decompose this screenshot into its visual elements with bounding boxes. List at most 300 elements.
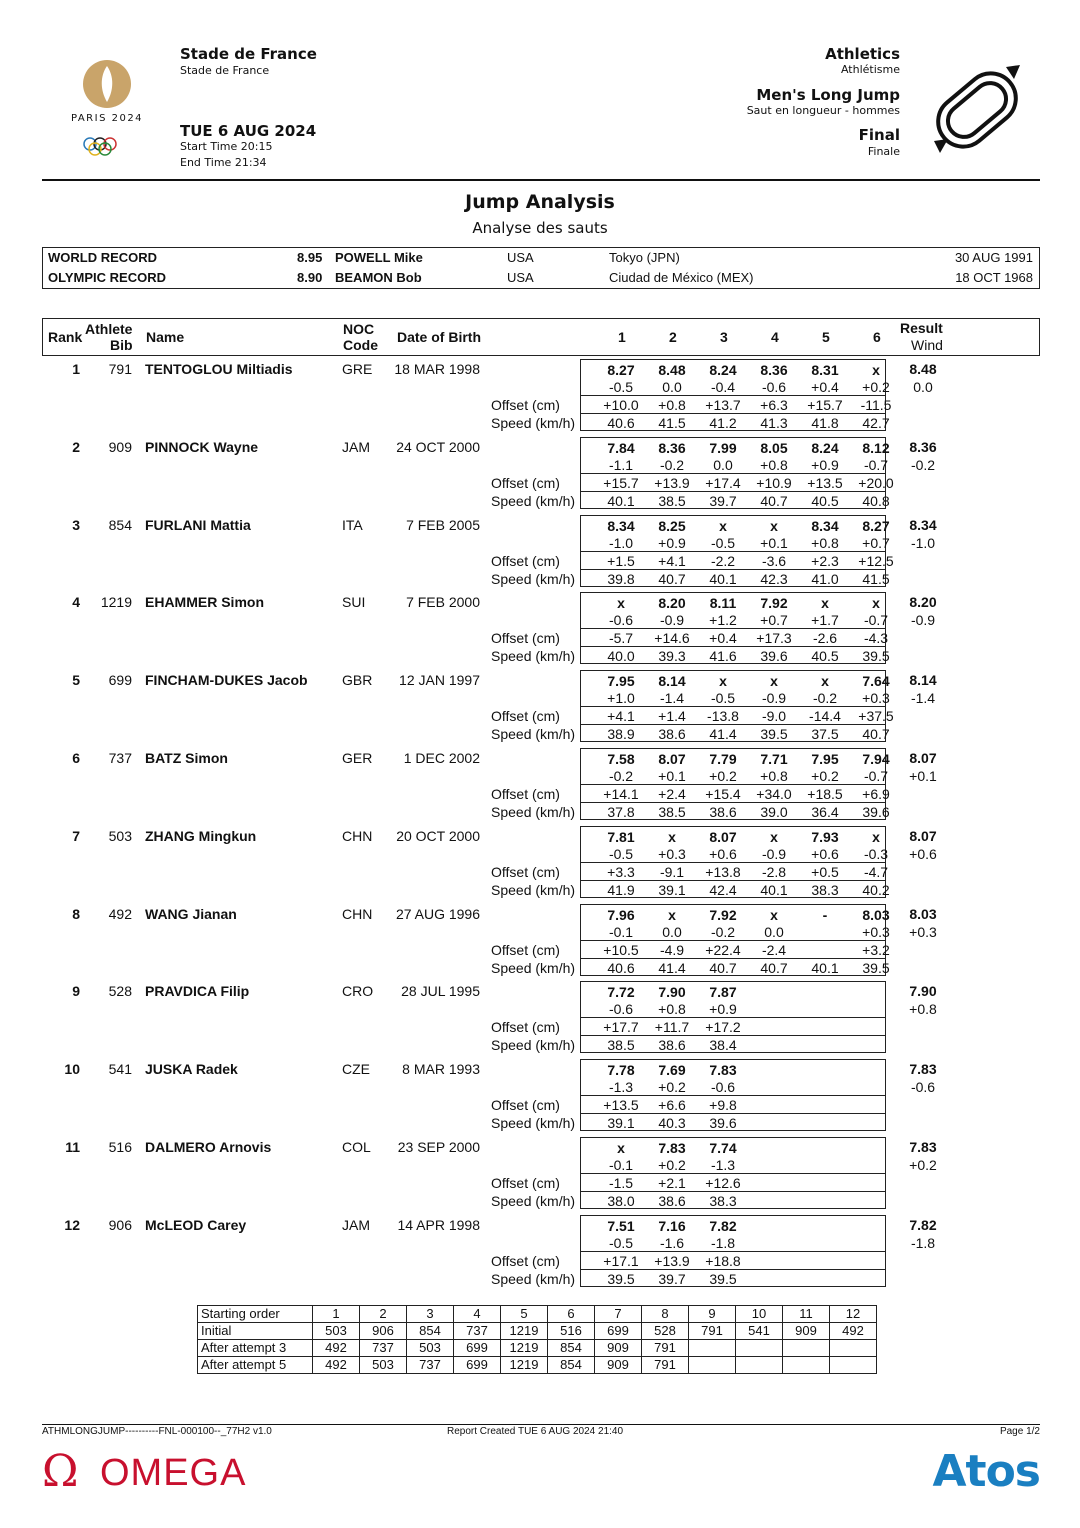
bib: 492 [108,905,132,922]
starting-order-row [198,1306,877,1323]
rank: 4 [72,594,80,611]
result: 8.07 [909,750,937,766]
rank: 10 [64,1061,80,1078]
jump-grid [580,826,890,898]
grid-divider [581,706,885,707]
grid-divider [581,473,885,474]
speed-label: Speed (km/h) [491,648,576,665]
offset-label: Offset (cm) [491,1097,560,1114]
attempt-wind: +0.9 [709,1001,737,1018]
attempt-offset: +18.5 [807,786,843,802]
col-rank: Rank [48,329,83,345]
attempt-offset: +10.9 [756,474,792,491]
attempt-speed: 41.3 [760,415,788,431]
grid-divider [581,1017,885,1018]
attempt-offset: +14.6 [654,630,690,647]
venue: Stade de France [180,45,317,63]
athlete-name: ZHANG Mingkun [145,827,257,844]
result-wind: -1.4 [910,690,936,707]
world-record-row [43,248,1039,268]
attempt-offset: +13.9 [654,1252,690,1269]
attempt-wind: -1.3 [608,1079,634,1096]
athlete-name: EHAMMER Simon [145,594,264,611]
attempt-speed: 36.4 [811,804,839,820]
attempt-mark: 8.36 [658,439,686,456]
attempt-offset: +17.7 [603,1019,639,1036]
starting-order-cell: 6 [548,1306,595,1323]
date-of-birth: 20 OCT 2000 [396,827,480,844]
attempt-offset: +18.8 [705,1252,741,1269]
result: 8.36 [909,438,937,455]
result-wind: +0.3 [909,923,937,940]
starting-order-table [197,1305,877,1374]
attempt-wind: -0.2 [608,768,634,784]
attempt-mark: 7.92 [709,906,737,923]
starting-order-cell: 8 [642,1306,689,1323]
attempt-wind: -0.6 [608,612,634,629]
col-code: Code [343,337,378,353]
record-date: 18 OCT 1968 [955,270,1033,285]
rank: 12 [64,1216,80,1233]
attempt-offset: +10.0 [603,397,639,413]
attempt-mark: 8.34 [607,517,635,534]
result-wind: +0.8 [909,1001,937,1018]
athletics-pictogram [922,55,1032,165]
attempt-wind: +0.7 [760,612,788,629]
attempt-speed: 42.7 [862,415,890,431]
starting-order-row [198,1323,877,1340]
attempt-offset: -9.0 [761,708,787,725]
noc: CRO [342,983,374,1000]
attempt-wind: -0.6 [761,379,787,395]
attempt-offset: +13.5 [807,474,843,491]
attempt-mark: 8.27 [862,517,890,534]
result: 8.34 [909,516,937,533]
sport: Athletics [825,45,900,63]
record-date: 30 AUG 1991 [954,250,1033,265]
record-label: OLYMPIC RECORD [48,270,166,285]
attempt-wind: +0.2 [658,1079,686,1096]
attempt-wind: -0.3 [863,845,889,862]
athlete-name: FURLANI Mattia [145,516,251,533]
attempt-offset: -4.9 [659,941,685,958]
starting-order-cell: 909 [595,1357,642,1374]
athlete-row [42,359,1040,437]
noc: SUI [342,594,366,611]
attempt-offset: +15.7 [603,474,639,491]
attempt-mark: 8.24 [709,362,737,378]
grid-divider [581,724,885,725]
attempt-offset: +3.3 [607,863,635,880]
starting-order-cell [689,1340,736,1357]
col-bib: Bib [110,337,133,353]
attempt-wind: +0.2 [862,379,890,395]
phase: Final [858,126,900,144]
header-rule [42,179,1040,181]
attempt-offset: +14.1 [603,786,639,802]
attempt-wind: +0.8 [760,456,788,473]
jump-grid [580,1059,886,1131]
attempt-speed: 41.5 [862,570,890,587]
attempt-offset: +17.4 [705,474,741,491]
attempt-wind: -1.8 [710,1234,736,1251]
grid-divider [581,551,885,552]
athlete-row [42,1215,1040,1293]
result-wind: -1.0 [910,534,936,551]
speed-label: Speed (km/h) [491,415,576,431]
attempt-wind: +0.6 [709,845,737,862]
attempt-mark: 8.27 [607,362,635,378]
result: 7.83 [909,1139,937,1155]
attempt-wind: -0.1 [608,923,634,940]
attempt-wind: -1.3 [710,1157,736,1173]
attempt-mark: 8.07 [658,751,686,767]
starting-order-cell [783,1340,830,1357]
attempt-offset: +6.3 [760,397,788,413]
attempt-speed: 39.1 [607,1115,635,1132]
attempt-mark: 8.03 [862,906,890,923]
attempt-speed: 41.2 [709,415,737,431]
grid-divider [581,802,885,803]
attempt-mark: 7.84 [607,439,635,456]
record-noc: USA [507,250,534,265]
attempt-offset: +11.7 [654,1019,690,1036]
result-wind: +0.2 [909,1157,937,1173]
grid-divider [581,1191,885,1192]
jump-grid [580,592,890,665]
starting-order-cell [736,1357,783,1374]
starting-order-cell: 1219 [501,1323,548,1340]
attempt-offset: +34.0 [756,786,792,802]
athlete-row [42,1059,1040,1137]
record-holder: BEAMON Bob [335,270,422,285]
starting-order-cell: 9 [689,1306,736,1323]
date-of-birth: 28 JUL 1995 [401,983,480,1000]
starting-order-cell: 699 [454,1340,501,1357]
attempt-wind: +0.6 [811,845,839,862]
attempt-wind: -1.1 [608,456,634,473]
attempt-offset: +1.5 [607,552,635,569]
speed-label: Speed (km/h) [491,1115,576,1132]
athlete-row [42,981,1040,1059]
date-of-birth: 8 MAR 1993 [402,1061,480,1078]
attempt-mark: x [719,517,727,534]
offset-label: Offset (cm) [491,1019,560,1036]
jump-grid [580,670,894,743]
attempt-speed: 38.5 [607,1037,635,1054]
grid-divider [581,1251,885,1252]
attempt-wind: +0.3 [658,845,686,862]
offset-label: Offset (cm) [491,552,560,569]
attempt-offset: +13.7 [705,397,741,413]
attempt-mark: x [872,362,880,378]
result: 8.03 [909,905,937,922]
noc: GBR [342,672,373,689]
grid-divider [581,1269,885,1270]
result: 8.48 [909,361,937,377]
starting-order-cell: 909 [595,1340,642,1357]
attempt-offset: -2.6 [812,630,838,647]
attempt-offset: -9.1 [659,863,685,880]
starting-order-cell: 909 [783,1323,830,1340]
attempt-mark: 7.51 [607,1217,635,1234]
attempt-speed: 39.8 [607,570,635,587]
attempt-speed: 41.6 [709,648,737,665]
attempt-mark: 8.34 [811,517,839,534]
starting-order-cell: 12 [830,1306,877,1323]
starting-order-cell: 10 [736,1306,783,1323]
attempt-offset: +13.8 [705,863,741,880]
jump-grid [580,1137,886,1209]
grid-divider [581,628,885,629]
attempt-wind: -0.9 [659,612,685,629]
attempt-wind: +0.3 [862,923,890,940]
attempt-speed: 39.1 [658,881,686,898]
noc: COL [342,1139,371,1155]
attempt-speed: 38.6 [709,804,737,820]
attempt-mark: 7.78 [607,1062,635,1079]
grid-divider [581,958,885,959]
attempt-mark: x [770,828,778,845]
attempt-wind: +0.8 [811,534,839,551]
starting-order-cell [689,1357,736,1374]
date-of-birth: 18 MAR 1998 [394,361,480,377]
grid-divider [581,1113,885,1114]
jump-grid [580,748,890,820]
rank: 11 [65,1139,80,1155]
attempt-wind: -0.5 [710,690,736,707]
rank: 7 [72,827,80,844]
attempt-wind: -1.4 [659,690,685,707]
result-wind: +0.6 [909,845,937,862]
starting-order-cell: 791 [642,1340,689,1357]
attempt-offset: +0.5 [811,863,839,880]
attempt-wind: +0.7 [862,534,890,551]
col-name: Name [146,329,185,345]
attempt-wind: -0.9 [761,690,787,707]
attempt-speed: 40.6 [607,959,635,976]
event-date: TUE 6 AUG 2024 [180,122,317,140]
attempt-offset: +15.7 [807,397,843,413]
starting-order-cell: 791 [642,1357,689,1374]
attempt-speed: 38.9 [607,726,635,743]
attempt-mark: 7.83 [709,1062,737,1079]
paris-2024-logo [62,58,152,158]
attempt-mark: x [872,828,880,845]
result-wind: -0.2 [910,456,936,473]
attempt-offset: +4.1 [607,708,635,725]
attempt-wind: +0.3 [862,690,890,707]
rank: 3 [72,516,80,533]
attempt-mark: 7.87 [709,984,737,1001]
attempt-mark: x [770,906,778,923]
date-of-birth: 27 AUG 1996 [395,905,480,922]
result-wind: +0.1 [909,768,937,784]
attempt-speed: 40.5 [811,492,839,509]
starting-order-cell: 1 [313,1306,360,1323]
attempt-wind: +1.7 [811,612,839,629]
attempt-offset: +13.5 [603,1097,639,1114]
attempt-speed: 40.1 [760,881,788,898]
attempt-mark: 7.83 [658,1140,686,1156]
speed-label: Speed (km/h) [491,1193,576,1209]
attempt-speed: 40.2 [862,881,890,898]
attempt-wind: +0.1 [658,768,686,784]
attempt-wind: +0.9 [811,456,839,473]
attempt-speed: 41.4 [709,726,737,743]
offset-label: Offset (cm) [491,1252,560,1269]
paris-2024-emblem-icon [62,58,152,158]
bib: 503 [108,827,132,844]
speed-label: Speed (km/h) [491,570,576,587]
starting-order-cell: 5 [501,1306,548,1323]
attempt-speed: 37.5 [811,726,839,743]
speed-label: Speed (km/h) [491,1270,576,1287]
col-result: Result [900,320,943,336]
bib: 528 [108,983,132,1000]
starting-order-cell: 737 [454,1323,501,1340]
starting-order-cell: 3 [407,1306,454,1323]
starting-order-row [198,1340,877,1357]
attempt-mark: 8.07 [709,828,737,845]
result: 7.82 [909,1216,937,1233]
attempt-mark: 8.36 [760,362,788,378]
attempt-offset: -5.7 [608,630,634,647]
grid-divider [581,395,885,396]
attempt-wind: -0.2 [710,923,736,940]
attempt-offset: +15.4 [705,786,741,802]
attempt-offset: +3.2 [862,941,890,958]
page-title: Jump Analysis [465,191,615,213]
starting-order-cell [783,1357,830,1374]
date-of-birth: 24 OCT 2000 [396,438,480,455]
starting-order-cell: Initial [198,1323,313,1340]
logo-text: PARIS 2024 [70,113,144,124]
attempt-wind: +0.1 [760,534,788,551]
bib: 737 [108,750,132,766]
noc: GRE [342,361,373,377]
jump-grid [580,437,894,509]
attempt-speed: 38.5 [658,492,686,509]
attempt-speed: 40.7 [760,492,788,509]
attempt-offset: -3.6 [761,552,787,569]
col-dob: Date of Birth [397,329,481,345]
starting-order-cell: 737 [360,1340,407,1357]
record-place: Tokyo (JPN) [609,250,680,265]
starting-order-cell: 854 [548,1357,595,1374]
athlete-row [42,904,1040,982]
athlete-row [42,437,1040,515]
attempt-wind: +0.8 [760,768,788,784]
noc: JAM [342,438,370,455]
event-name-sub: Saut en longueur - hommes [746,104,900,117]
rank: 8 [72,905,80,922]
speed-label: Speed (km/h) [491,492,576,509]
starting-order-cell [736,1340,783,1357]
attempt-mark: 8.05 [760,439,788,456]
attempt-mark: 7.94 [862,751,890,767]
attempt-offset: +9.8 [709,1097,737,1114]
attempt-mark: 7.99 [709,439,737,456]
jump-grid [580,904,890,976]
attempt-speed: 38.6 [658,1037,686,1054]
attempt-mark: 8.31 [811,362,839,378]
jump-grid [580,515,894,587]
attempt-offset: +6.6 [658,1097,686,1114]
rank: 5 [72,672,80,689]
attempt-mark: x [719,673,727,690]
bib: 854 [108,516,132,533]
noc: GER [342,750,373,766]
offset-label: Offset (cm) [491,863,560,880]
starting-order-cell: 854 [548,1340,595,1357]
speed-label: Speed (km/h) [491,804,576,820]
athlete-row [42,670,1040,748]
grid-divider [581,491,885,492]
attempt-offset: -1.5 [608,1175,634,1191]
attempt-wind: 0.0 [764,923,784,940]
start-time: Start Time 20:15 [180,140,273,153]
attempt-offset: +0.4 [709,630,737,647]
col-attempt-3: 3 [720,329,728,345]
noc: CHN [342,827,373,844]
col-wind: Wind [911,337,943,353]
attempt-mark: 7.92 [760,595,788,612]
attempt-speed: 40.8 [862,492,890,509]
attempt-speed: 39.6 [760,648,788,665]
attempt-mark: 7.79 [709,751,737,767]
speed-label: Speed (km/h) [491,1037,576,1054]
attempt-speed: 39.5 [862,959,890,976]
result: 7.90 [909,983,937,1000]
result-wind: -0.9 [910,612,936,629]
offset-label: Offset (cm) [491,708,560,725]
athlete-row [42,515,1040,593]
olympic-record-row [43,268,1039,288]
attempt-speed: 40.1 [607,492,635,509]
event-name: Men's Long Jump [756,86,900,104]
attempt-mark: x [617,1140,625,1156]
date-of-birth: 12 JAN 1997 [399,672,480,689]
attempt-mark: 7.93 [811,828,839,845]
offset-label: Offset (cm) [491,1175,560,1191]
omega-wordmark: OMEGA [100,1452,247,1494]
attempt-speed: 38.3 [709,1193,737,1209]
athlete-name: DALMERO Arnovis [145,1139,272,1155]
page-number: Page 1/2 [999,1426,1040,1437]
attempt-offset: -2.4 [761,941,787,958]
starting-order-cell: 492 [313,1357,360,1374]
noc: CHN [342,905,373,922]
result: 8.07 [909,827,937,844]
attempt-offset: +10.5 [603,941,639,958]
bib: 699 [108,672,132,689]
attempt-mark: 7.81 [607,828,635,845]
grid-divider [581,1035,885,1036]
starting-order-cell: 492 [313,1340,360,1357]
athlete-name: WANG Jianan [145,905,237,922]
col-noc: NOC [343,321,375,337]
rank: 6 [72,750,80,766]
attempt-wind: +0.2 [658,1157,686,1173]
attempt-speed: 39.3 [658,648,686,665]
attempt-mark: 8.48 [658,362,686,378]
starting-order-cell: 737 [407,1357,454,1374]
attempt-speed: 37.8 [607,804,635,820]
starting-order-cell: 528 [642,1323,689,1340]
attempt-wind: -0.2 [659,456,685,473]
attempt-wind: -1.0 [608,534,634,551]
